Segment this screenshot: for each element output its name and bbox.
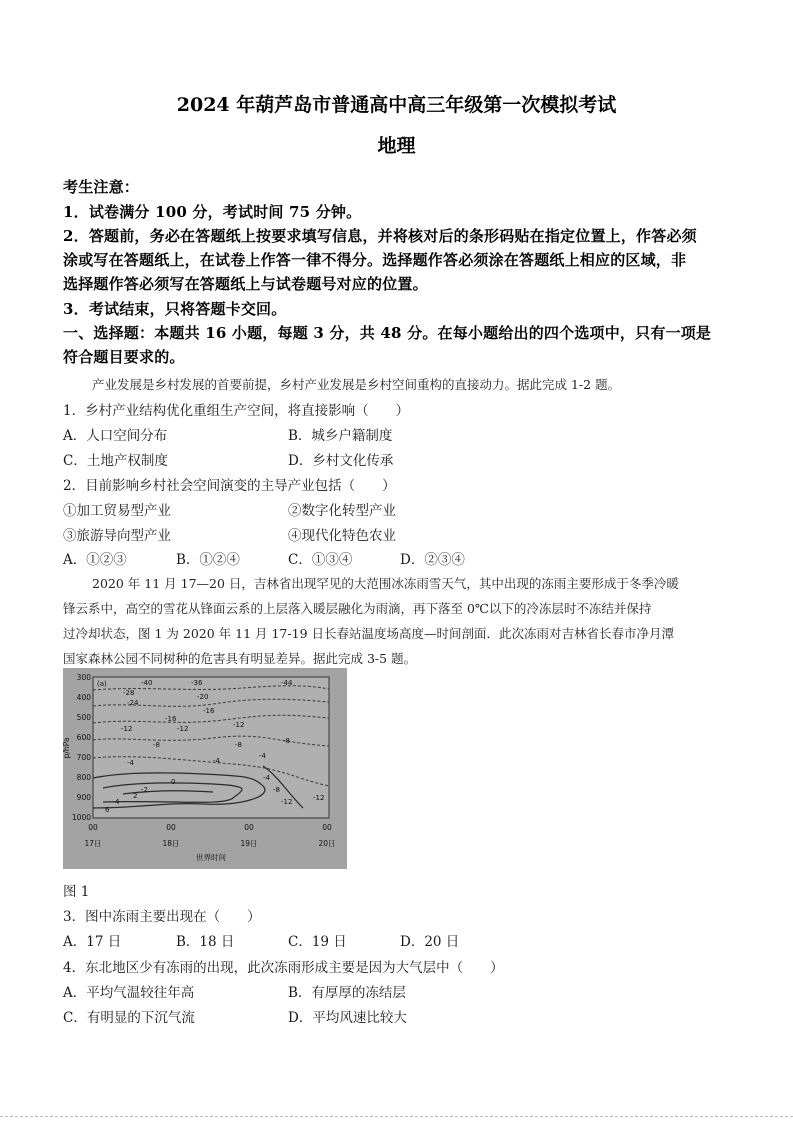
x-tick-time: 00	[166, 823, 176, 832]
contour-label: -4	[263, 774, 270, 782]
q4-option-a: A．平均气温较往年高	[63, 985, 195, 1001]
q1-option-b: B．城乡户籍制度	[288, 428, 393, 444]
panel-label: (a)	[97, 680, 107, 688]
q4-option-c: C．有明显的下沉气流	[63, 1010, 195, 1026]
contour-label: -44	[281, 679, 293, 687]
y-tick: 900	[76, 793, 91, 802]
q2-option-a: A．①②③	[63, 552, 127, 568]
notice-item: 3．考试结束，只将答题卡交回。	[63, 300, 287, 318]
y-axis-label: p/hPa	[62, 737, 71, 759]
x-axis-label: 世界时间	[196, 853, 226, 862]
q2-item-1: ①加工贸易型产业	[63, 503, 171, 519]
contour-label: 6	[105, 806, 110, 814]
section-heading: 一、选择题：本题共 16 小题，每题 3 分，共 48 分。在每小题给出的四个选项中，只有一项是	[63, 324, 712, 342]
q2-item-3: ③旅游导向型产业	[63, 528, 171, 544]
contour-label: -2	[141, 786, 148, 794]
x-tick-date: 18日	[162, 839, 180, 848]
passage-1: 产业发展是乡村发展的首要前提，乡村产业发展是乡村空间重构的直接动力。据此完成 1-2 题。	[92, 377, 621, 392]
q1-option-a: A．人口空间分布	[63, 428, 168, 444]
x-tick-time: 00	[244, 823, 254, 832]
notice-item: 选择题作答必须写在答题纸上与试卷题号对应的位置。	[63, 275, 428, 293]
notice-item: 1．试卷满分 100 分，考试时间 75 分钟。	[63, 203, 362, 221]
contour-label: -28	[123, 689, 135, 697]
page-bottom-rule	[0, 1116, 793, 1117]
contour-label: -12	[281, 798, 293, 806]
q1-option-c: C．土地产权制度	[63, 453, 168, 469]
q3-option-b: B．18 日	[176, 934, 235, 950]
notice-heading: 考生注意：	[63, 178, 140, 196]
contour-label: -24	[127, 699, 139, 707]
contour-label: -4	[127, 759, 134, 767]
x-tick-date: 20日	[318, 839, 336, 848]
contour-label: -40	[141, 679, 153, 687]
x-tick-date: 17日	[84, 839, 102, 848]
contour-label: -12	[177, 725, 189, 733]
temperature-cross-section-figure	[63, 668, 347, 869]
contour-label: -4	[213, 757, 220, 765]
y-tick: 600	[76, 733, 91, 742]
contour-label: -20	[197, 693, 209, 701]
contour-label: -36	[191, 679, 203, 687]
x-tick-time: 00	[88, 823, 98, 832]
contour-label: -4	[259, 752, 266, 760]
y-tick: 1000	[71, 813, 91, 822]
exam-title: 2024 年葫芦岛市普通高中高三年级第一次模拟考试	[176, 94, 617, 116]
contour-label: -16	[203, 707, 215, 715]
q3-option-c: C．19 日	[288, 934, 347, 950]
y-tick: 800	[76, 773, 91, 782]
notice-item: 涂或写在答题纸上，在试卷上作答一律不得分。选择题作答必须涂在答题纸上相应的区域，非	[63, 251, 687, 269]
q2-item-4: ④现代化特色农业	[288, 528, 396, 544]
section-heading: 符合题目要求的。	[63, 348, 185, 366]
question-3-stem: 3．图中冻雨主要出现在（ ）	[63, 909, 261, 925]
q4-option-b: B．有厚厚的冻结层	[288, 985, 406, 1001]
y-tick: 700	[76, 753, 91, 762]
contour-label: -12	[121, 725, 133, 733]
question-2-stem: 2．目前影响乡村社会空间演变的主导产业包括（ ）	[63, 478, 396, 494]
q2-item-2: ②数字化转型产业	[288, 503, 396, 519]
y-tick: 300	[76, 673, 91, 682]
q2-option-c: C．①③④	[288, 552, 353, 568]
contour-label: 0	[171, 778, 176, 786]
q2-option-b: B．①②④	[176, 552, 240, 568]
y-tick: 400	[76, 693, 91, 702]
contour-label: 4	[115, 798, 120, 806]
contour-label: -8	[153, 741, 160, 749]
q4-option-d: D．平均风速比较大	[288, 1010, 407, 1026]
contour-label: -16	[165, 715, 177, 723]
q3-option-d: D．20 日	[400, 934, 460, 950]
x-tick-time: 00	[322, 823, 332, 832]
passage-2-line: 2020 年 11 月 17—20 日，吉林省出现罕见的大范围冰冻雨雪天气，其中出现的冻雨主要形成于冬季冷暖	[92, 576, 679, 591]
contour-label: -8	[273, 786, 280, 794]
y-tick: 500	[76, 713, 91, 722]
x-tick-date: 19日	[240, 839, 258, 848]
passage-2-line: 过冷却状态，图 1 为 2020 年 11 月 17-19 日长春站温度场高度—时间剖面．此次冻雨对吉林省长春市净月潭	[63, 626, 674, 641]
contour-label: 2	[133, 792, 138, 800]
q2-option-d: D．②③④	[400, 552, 465, 568]
contour-label: -12	[233, 721, 245, 729]
contour-label: -8	[283, 737, 290, 745]
q1-option-d: D．乡村文化传承	[288, 453, 394, 469]
contour-label: -12	[313, 794, 325, 802]
figure-caption: 图 1	[63, 884, 90, 900]
passage-2-line: 锋云系中，高空的雪花从锋面云系的上层落入暖层融化为雨滴，再下落至 0℃以下的冷冻层时不冻结并保持	[63, 601, 652, 616]
question-1-stem: 1．乡村产业结构优化重组生产空间，将直接影响（ ）	[63, 403, 410, 419]
contour-label: -8	[235, 741, 242, 749]
subject-title: 地理	[377, 135, 416, 157]
q3-option-a: A．17 日	[63, 934, 122, 950]
passage-2-line: 国家森林公园不同树种的危害具有明显差异。据此完成 3-5 题。	[63, 651, 417, 666]
notice-item: 2．答题前，务必在答题纸上按要求填写信息，并将核对后的条形码贴在指定位置上，作答必须	[63, 227, 697, 245]
question-4-stem: 4．东北地区少有冻雨的出现，此次冻雨形成主要是因为大气层中（ ）	[63, 960, 504, 976]
